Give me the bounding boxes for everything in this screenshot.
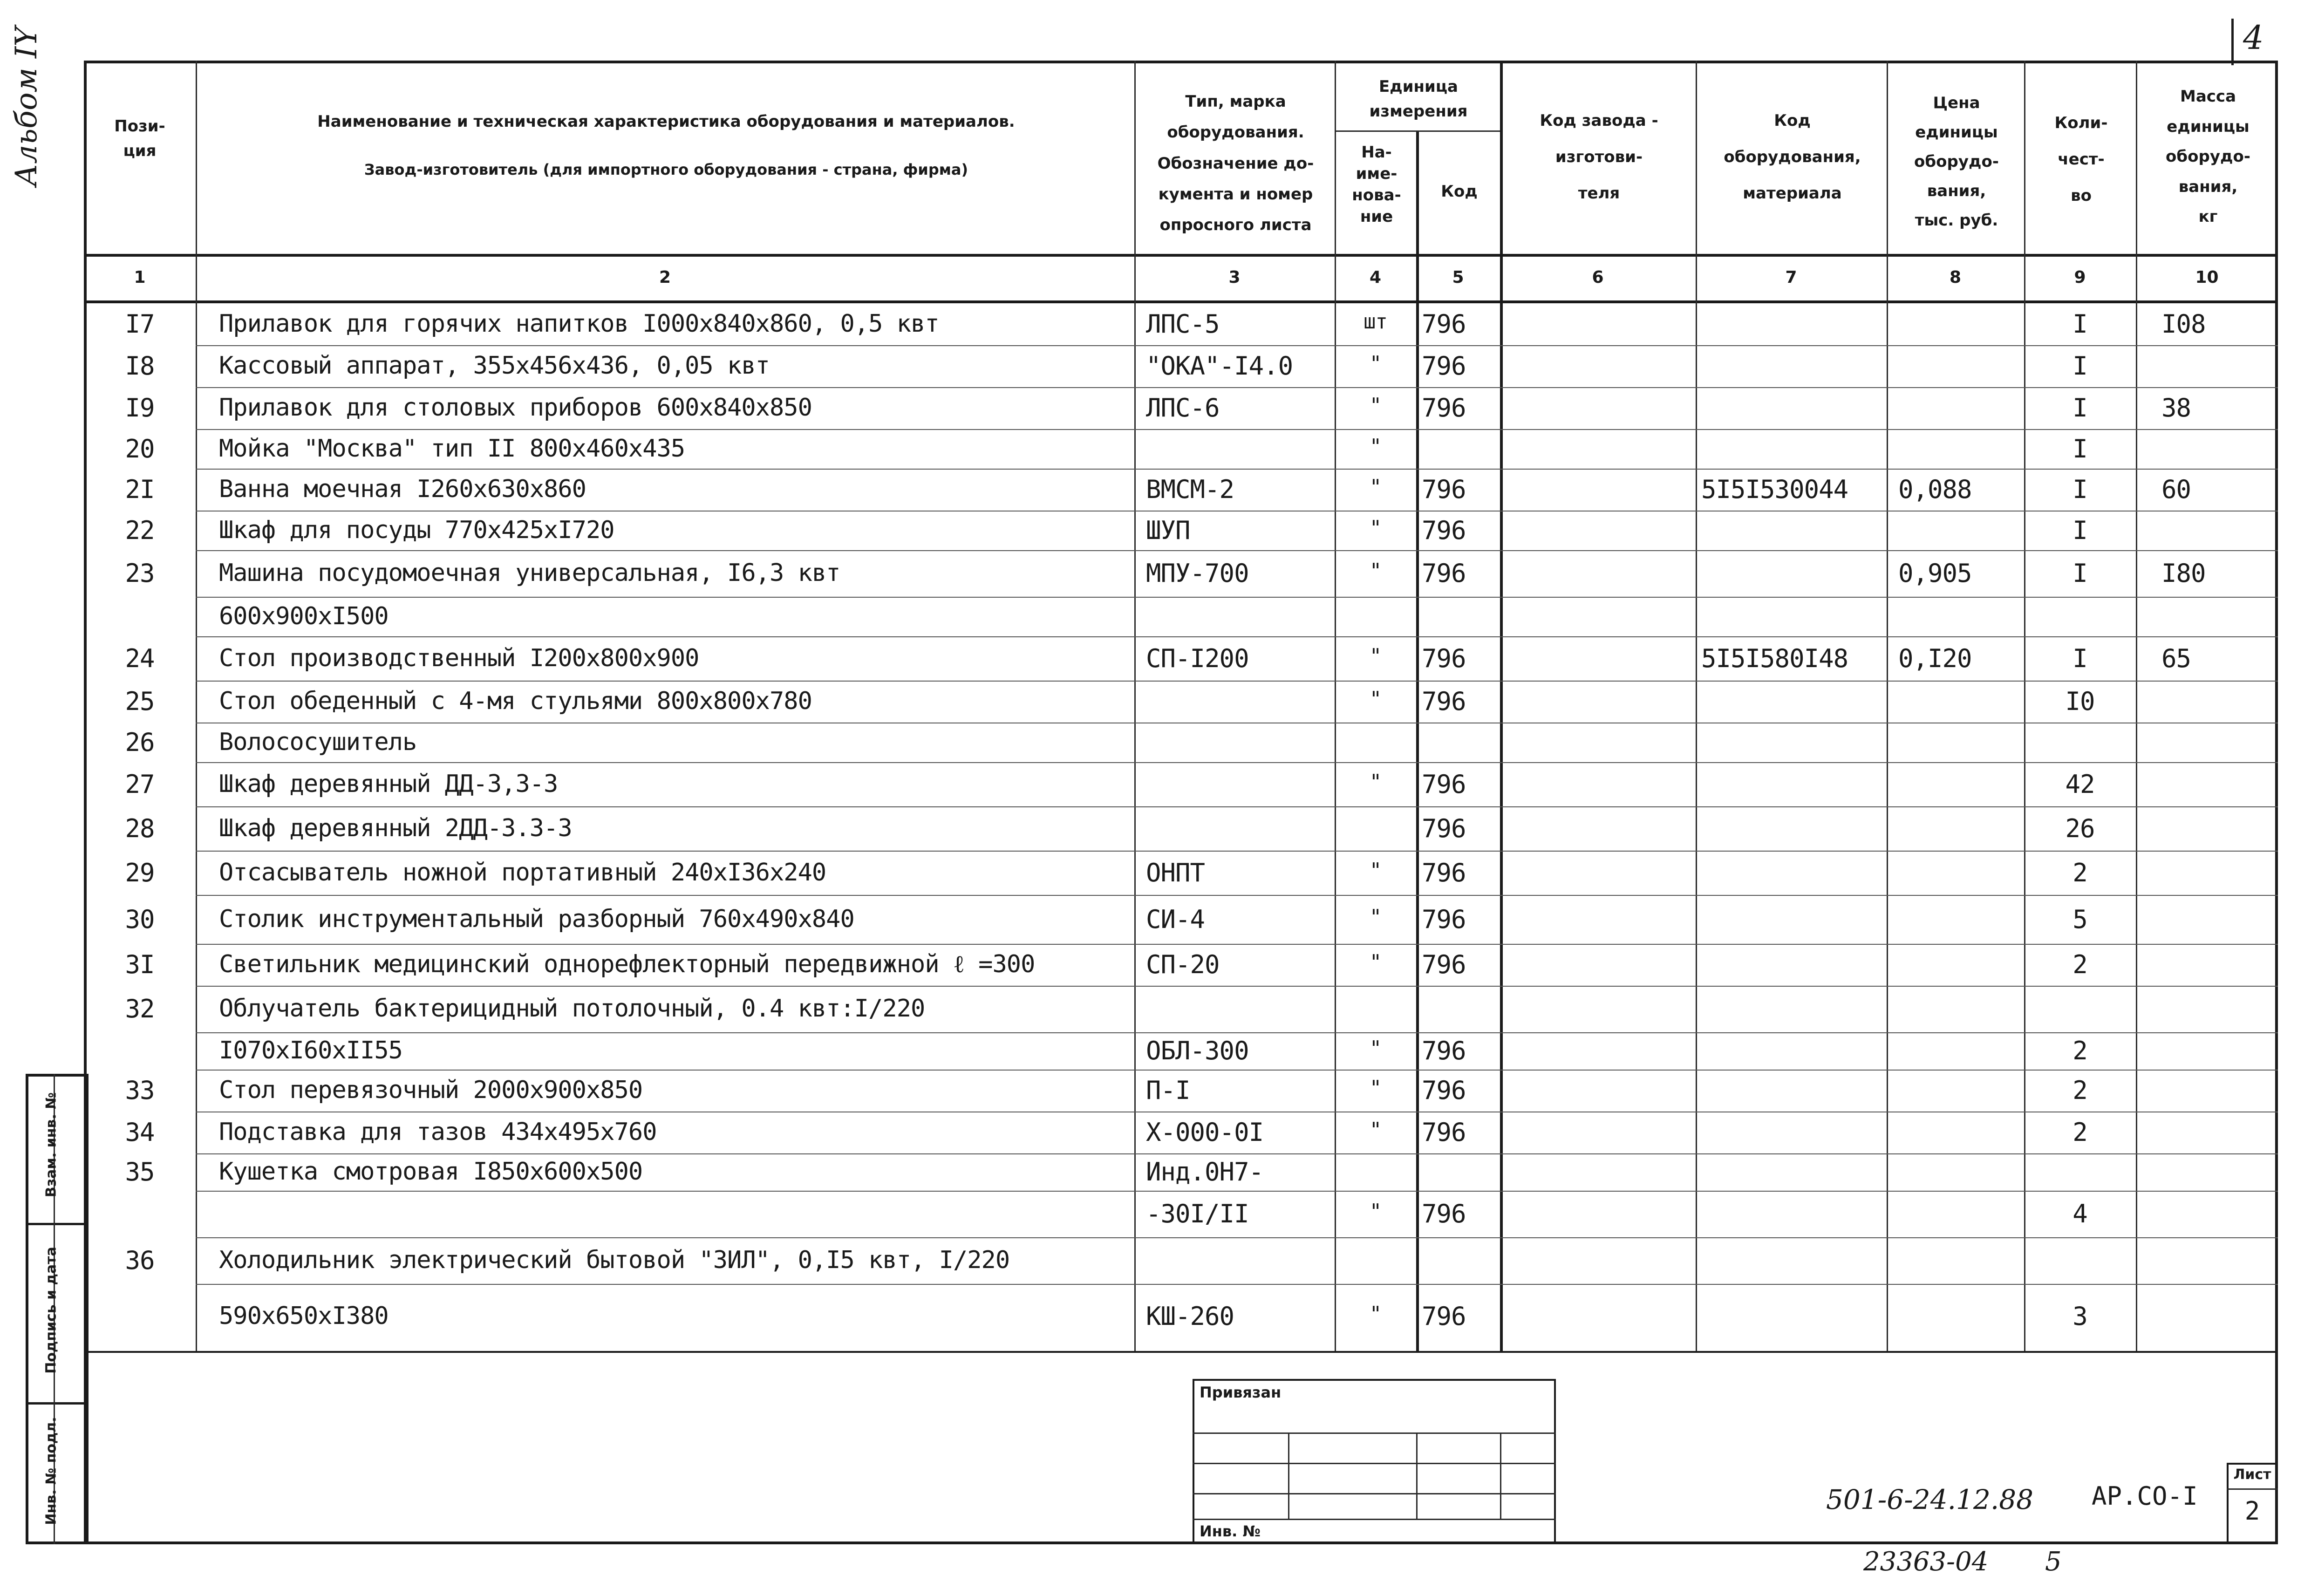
row-3-mass: 38 xyxy=(2161,393,2191,423)
row-2-type: "ОКА"-I4.0 xyxy=(1146,351,1293,381)
row-18-type: ОБЛ-300 xyxy=(1146,1036,1249,1065)
row-10-code: 796 xyxy=(1422,687,1466,716)
row-5-qty: I xyxy=(2072,475,2087,504)
row-16-type: СП-20 xyxy=(1146,950,1220,979)
row-16-name: Светильник медицинский однорефлекторный передвижной ℓ =300 xyxy=(219,950,1035,978)
row-21-pos: 35 xyxy=(125,1157,155,1187)
row-7-unit: " xyxy=(1369,559,1382,583)
row-22-type: -30I/II xyxy=(1146,1199,1249,1228)
row-19-pos: 33 xyxy=(125,1076,155,1105)
row-14-qty: 2 xyxy=(2072,858,2087,887)
row-16-qty: 2 xyxy=(2072,950,2087,979)
col-number-7: 7 xyxy=(1785,268,1797,287)
header-mass: Масса единицы оборудо- вания, кг xyxy=(2166,87,2250,226)
row-20-qty: 2 xyxy=(2072,1118,2087,1147)
header-unit-code: Код xyxy=(1441,182,1478,201)
archive-number: 23363-04 xyxy=(1863,1547,1989,1577)
row-6-name: Шкаф для посуды 770x425xI720 xyxy=(219,516,614,544)
row-10-unit: " xyxy=(1369,687,1382,711)
row-5-pos: 2I xyxy=(125,475,155,504)
row-3-type: ЛПС-6 xyxy=(1146,393,1220,423)
row-4-qty: I xyxy=(2072,434,2087,464)
row-9-item-code: 5I5I580I48 xyxy=(1701,643,1848,673)
row-5-type: ВМСМ-2 xyxy=(1146,475,1234,504)
row-7-name: Машина посудомоечная универсальная, I6,3 квт xyxy=(219,559,840,587)
header-name-line1: Наименование и техническая характеристика оборудования и материалов. xyxy=(317,112,1015,131)
row-16-code: 796 xyxy=(1422,950,1466,979)
row-15-name: Столик инструментальный разборный 760x490x840 xyxy=(219,905,854,933)
row-13-pos: 28 xyxy=(125,813,155,843)
row-19-name: Стол перевязочный 2000x900x850 xyxy=(219,1076,643,1104)
row-20-code: 796 xyxy=(1422,1118,1466,1147)
row-12-qty: 42 xyxy=(2065,769,2095,799)
side-label-vzam-inv: Взам. инв. № xyxy=(43,1092,60,1198)
row-10-name: Стол обеденный с 4-мя стульями 800x800x780 xyxy=(219,687,812,715)
row-2-qty: I xyxy=(2072,351,2087,381)
header-price: Цена единицы оборудо- вания, тыс. руб. xyxy=(1914,94,1999,230)
stamp-privyazan: Привязан xyxy=(1200,1384,1282,1401)
row-13-code: 796 xyxy=(1422,813,1466,843)
row-5-code: 796 xyxy=(1422,475,1466,504)
row-2-name: Кассовый аппарат, 355x456x436, 0,05 квт xyxy=(219,352,770,380)
row-15-type: СИ-4 xyxy=(1146,904,1205,934)
sheet-code: АР.СО-I xyxy=(2092,1481,2198,1511)
row-24-unit: " xyxy=(1369,1302,1382,1326)
row-20-type: X-000-0I xyxy=(1146,1118,1264,1147)
row-13-qty: 26 xyxy=(2065,813,2095,843)
col-number-3: 3 xyxy=(1228,268,1241,287)
row-14-pos: 29 xyxy=(125,858,155,887)
row-5-mass: 60 xyxy=(2161,475,2191,504)
col-number-2: 2 xyxy=(659,268,671,287)
row-12-name: Шкаф деревянный ДД-3,3-3 xyxy=(219,770,558,798)
col-number-4: 4 xyxy=(1369,268,1382,287)
row-15-code: 796 xyxy=(1422,904,1466,934)
col-number-10: 10 xyxy=(2195,268,2219,287)
row-9-pos: 24 xyxy=(125,643,155,673)
row-22-qty: 4 xyxy=(2072,1199,2087,1228)
row-8-name: 600x900xI500 xyxy=(219,602,389,630)
col-number-5: 5 xyxy=(1452,268,1464,287)
row-19-qty: 2 xyxy=(2072,1076,2087,1105)
album-label: Альбом IY xyxy=(9,27,44,186)
row-23-pos: 36 xyxy=(125,1246,155,1275)
row-7-pos: 23 xyxy=(125,559,155,588)
header-unit-name: На- име- нова- ние xyxy=(1352,143,1401,226)
row-9-qty: I xyxy=(2072,643,2087,673)
row-16-pos: 3I xyxy=(125,950,155,979)
row-10-qty: I0 xyxy=(2065,687,2095,716)
row-10-pos: 25 xyxy=(125,687,155,716)
row-19-unit: " xyxy=(1369,1076,1382,1100)
doc-number: 501-6-24.12.88 xyxy=(1826,1484,2034,1515)
row-7-type: МПУ-700 xyxy=(1146,559,1249,588)
row-14-code: 796 xyxy=(1422,858,1466,887)
col-number-6: 6 xyxy=(1592,268,1604,287)
row-18-code: 796 xyxy=(1422,1036,1466,1065)
row-24-code: 796 xyxy=(1422,1302,1466,1331)
row-2-pos: I8 xyxy=(125,351,155,381)
row-15-pos: 30 xyxy=(125,904,155,934)
row-5-unit: " xyxy=(1369,475,1382,499)
row-13-name: Шкаф деревянный 2ДД-3.3-3 xyxy=(219,814,572,842)
row-9-unit: " xyxy=(1369,644,1382,668)
header-type: Тип, марка оборудования. Обозначение до- кумента и номер опросного листа xyxy=(1157,92,1314,235)
row-12-code: 796 xyxy=(1422,769,1466,799)
row-23-name: Холодильник электрический бытовой "ЗИЛ", 0,I5 квт, I/220 xyxy=(219,1246,1010,1274)
row-6-type: ШУП xyxy=(1146,515,1190,545)
row-24-type: КШ-260 xyxy=(1146,1302,1234,1331)
row-1-type: ЛПС-5 xyxy=(1146,309,1220,339)
header-units-group: Единица измерения xyxy=(1369,77,1468,121)
row-11-name: Волососушитель xyxy=(219,728,417,756)
sheet-number: 2 xyxy=(2244,1496,2260,1526)
col-number-8: 8 xyxy=(1949,268,1962,287)
corner-page-number: 4 xyxy=(2243,19,2264,57)
row-12-unit: " xyxy=(1369,770,1382,794)
side-label-podpis-data: Подпись и дата xyxy=(43,1247,60,1374)
row-4-unit: " xyxy=(1369,434,1382,458)
row-1-qty: I xyxy=(2072,309,2087,339)
header-item-code: Код оборудования, материала xyxy=(1724,111,1861,203)
col-number-9: 9 xyxy=(2074,268,2086,287)
row-18-qty: 2 xyxy=(2072,1036,2087,1065)
row-14-type: ОНПТ xyxy=(1146,858,1205,887)
row-1-code: 796 xyxy=(1422,309,1466,339)
row-1-unit: шт xyxy=(1363,310,1387,334)
row-16-unit: " xyxy=(1369,950,1382,974)
row-1-mass: I08 xyxy=(2161,309,2206,339)
row-20-name: Подставка для тазов 434x495x760 xyxy=(219,1118,657,1146)
row-9-type: СП-I200 xyxy=(1146,643,1249,673)
row-9-price: 0,I20 xyxy=(1898,643,1972,673)
row-3-qty: I xyxy=(2072,393,2087,423)
row-9-mass: 65 xyxy=(2161,643,2191,673)
row-5-price: 0,088 xyxy=(1898,475,1972,504)
row-3-pos: I9 xyxy=(125,393,155,423)
row-12-pos: 27 xyxy=(125,769,155,799)
row-6-pos: 22 xyxy=(125,515,155,545)
row-14-unit: " xyxy=(1369,858,1382,882)
row-6-qty: I xyxy=(2072,515,2087,545)
row-3-unit: " xyxy=(1369,394,1382,417)
header-name-line2: Завод-изготовитель (для импортного оборудования - страна, фирма) xyxy=(364,161,968,178)
row-3-code: 796 xyxy=(1422,393,1466,423)
row-3-name: Прилавок для столовых приборов 600x840x850 xyxy=(219,394,812,422)
row-2-code: 796 xyxy=(1422,351,1466,381)
header-quantity: Коли- чест- во xyxy=(2054,114,2108,205)
row-24-qty: 3 xyxy=(2072,1302,2087,1331)
header-position: Пози- ция xyxy=(114,117,165,160)
row-24-name: 590x650xI380 xyxy=(219,1302,389,1330)
row-22-code: 796 xyxy=(1422,1199,1466,1228)
row-22-unit: " xyxy=(1369,1200,1382,1223)
side-label-inv-podl: Инв. № подл. xyxy=(43,1417,60,1525)
row-20-pos: 34 xyxy=(125,1118,155,1147)
row-15-qty: 5 xyxy=(2072,904,2087,934)
row-2-unit: " xyxy=(1369,352,1382,375)
row-19-type: П-I xyxy=(1146,1076,1190,1105)
row-7-mass: I80 xyxy=(2161,559,2206,588)
row-7-price: 0,905 xyxy=(1898,559,1972,588)
row-18-unit: " xyxy=(1369,1037,1382,1060)
row-17-name: Облучатель бактерицидный потолочный, 0.4 квт:I/220 xyxy=(219,995,925,1023)
sheet-label: Лист xyxy=(2233,1466,2271,1483)
col-number-1: 1 xyxy=(134,268,146,287)
row-15-unit: " xyxy=(1369,905,1382,929)
row-4-pos: 20 xyxy=(125,434,155,464)
row-18-name: I070xI60xII55 xyxy=(219,1037,402,1064)
row-9-code: 796 xyxy=(1422,643,1466,673)
row-21-name: Кушетка смотровая I850x600x500 xyxy=(219,1158,643,1186)
stamp-inv-no: Инв. № xyxy=(1200,1522,1261,1540)
row-9-name: Стол производственный I200x800x900 xyxy=(219,644,699,672)
row-21-type: Инд.0Н7- xyxy=(1146,1157,1264,1187)
row-20-unit: " xyxy=(1369,1118,1382,1142)
row-5-name: Ванна моечная I260x630x860 xyxy=(219,475,586,503)
row-6-unit: " xyxy=(1369,516,1382,540)
row-14-name: Отсасыватель ножной портативный 240xI36x240 xyxy=(219,858,826,887)
row-1-pos: I7 xyxy=(125,309,155,339)
row-1-name: Прилавок для горячих напитков I000x840x860, 0,5 квт xyxy=(219,310,939,338)
row-11-pos: 26 xyxy=(125,727,155,757)
row-7-qty: I xyxy=(2072,559,2087,588)
row-5-item-code: 5I5I530044 xyxy=(1701,475,1848,504)
header-plant-code: Код завода - изготови- теля xyxy=(1540,111,1658,203)
archive-page: 5 xyxy=(2045,1547,2062,1577)
row-19-code: 796 xyxy=(1422,1076,1466,1105)
row-4-name: Мойка "Москва" тип II 800x460x435 xyxy=(219,434,685,463)
row-7-code: 796 xyxy=(1422,559,1466,588)
row-17-pos: 32 xyxy=(125,994,155,1023)
row-6-code: 796 xyxy=(1422,515,1466,545)
